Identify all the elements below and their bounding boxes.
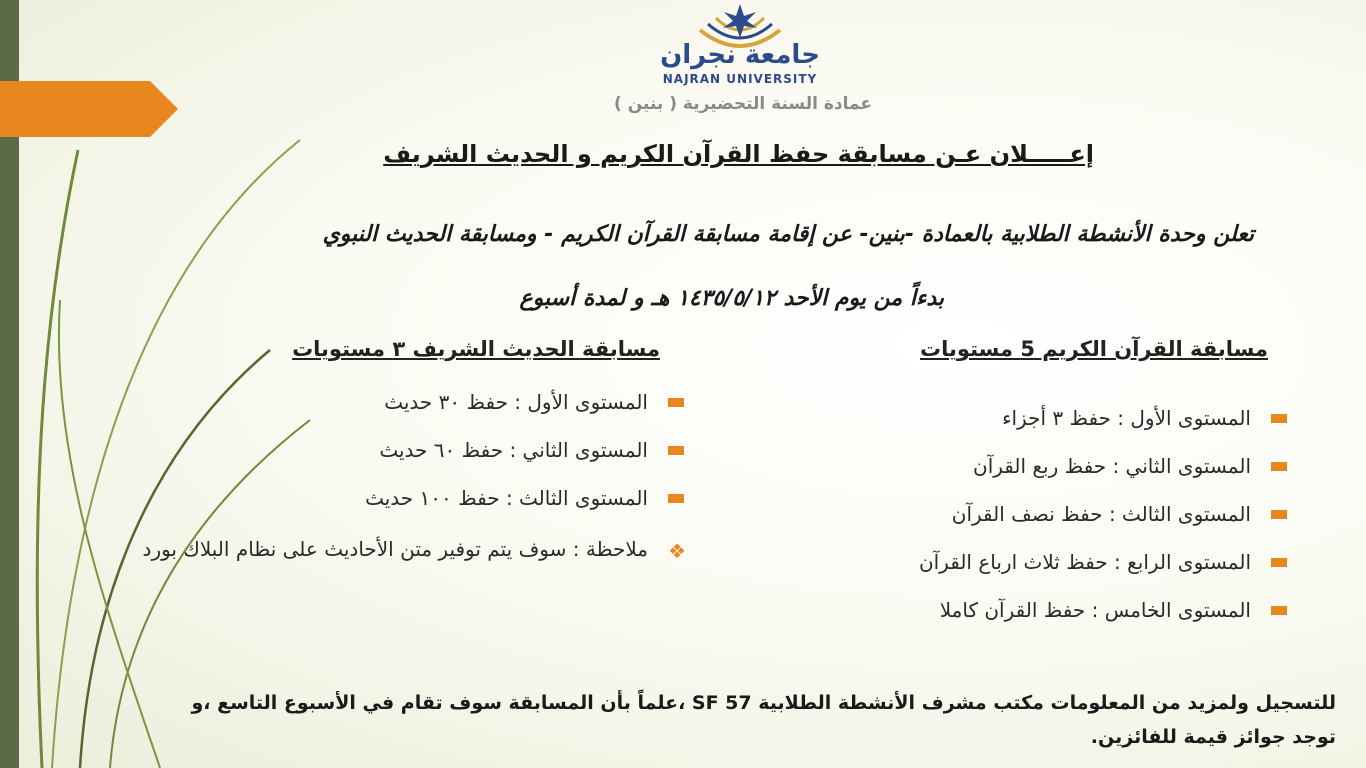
hadith-note: ❖ ملاحظة : سوف يتم توفير متن الأحاديث على نظام البلاك بورد [88,532,648,566]
list-item: المستوى الأول : حفظ ٣ أجزاء [919,404,1251,452]
logo-english-name: NAJRAN UNIVERSITY [662,72,818,86]
list-item: المستوى الأول : حفظ ٣٠ حديث [88,388,648,436]
university-logo [640,2,840,92]
list-item: المستوى الثالث : حفظ نصف القرآن [919,500,1251,548]
square-bullet-icon [1271,462,1287,471]
list-item: المستوى الثاني : حفظ ربع القرآن [919,452,1251,500]
square-bullet-icon [1271,558,1287,567]
registration-footer: للتسجيل ولمزيد من المعلومات مكتب مشرف الأنشطة الطلابية SF 57 ،علماً بأن المسابقة سوف تقام في الأسبوع التاسع ،و توجد جوائز قيمة للفائزين. [191,692,1336,748]
list-item: المستوى الرابع : حفظ ثلاث ارباع القرآن [919,548,1251,596]
hadith-levels-list [88,388,686,566]
square-bullet-icon [1271,414,1287,423]
intro-line-2: بدءاً من يوم الأحد ١٤٣٥/٥/١٢ هـ و لمدة أسبوع [519,286,944,311]
announcement-title: إعـــــلان عـن مسابقة حفظ القرآن الكريم و الحديث الشريف [383,140,1094,168]
list-item: المستوى الثالث : حفظ ١٠٠ حديث [88,484,648,532]
square-bullet-icon [668,398,684,407]
hadith-competition-heading: مسابقة الحديث الشريف ٣ مستويات [292,337,660,361]
quran-competition-heading: مسابقة القرآن الكريم 5 مستويات [920,337,1268,361]
list-item: المستوى الثاني : حفظ ٦٠ حديث [88,436,648,484]
intro-line-1: تعلن وحدة الأنشطة الطلابية بالعمادة -بنين- عن إقامة مسابقة القرآن الكريم - ومسابقة الحديث النبوي [322,222,1254,247]
square-bullet-icon [668,494,684,503]
deanship-label: عمادة السنة التحضيرية ( بنين ) [614,94,872,114]
square-bullet-icon [1271,606,1287,615]
quran-levels-list [919,404,1251,644]
square-bullet-icon [668,446,684,455]
logo-arabic-name: جامعة نجران [660,40,820,70]
orange-arrow-banner [0,81,178,137]
square-bullet-icon [1271,510,1287,519]
diamond-bullet-icon: ❖ [668,539,686,563]
list-item: المستوى الخامس : حفظ القرآن كاملا [919,596,1251,644]
